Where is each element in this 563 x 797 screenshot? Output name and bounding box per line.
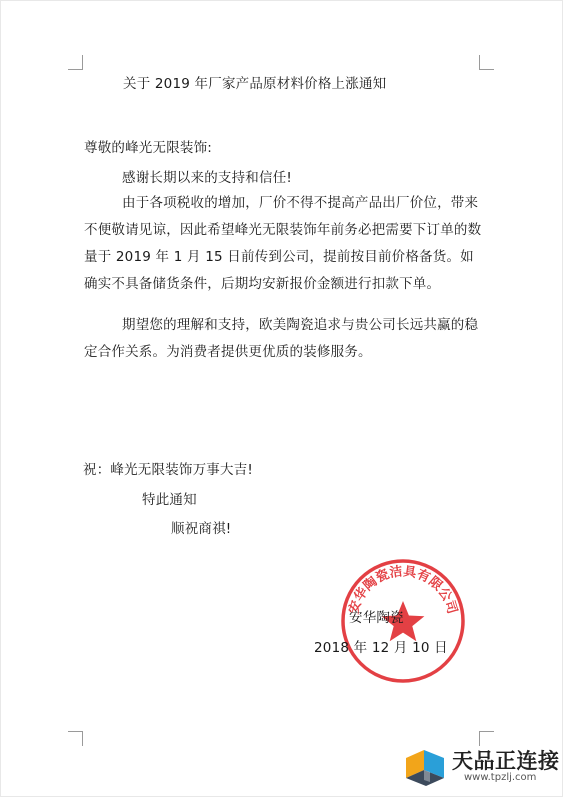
crop-mark-top-right [479, 55, 494, 70]
signature-date: 2018 年 12 月 10 日 [314, 640, 448, 656]
closing-wish: 祝：峰光无限装饰万事大吉! [83, 462, 254, 478]
closing-regards: 顺祝商祺! [171, 521, 232, 537]
document-title: 关于 2019 年厂家产品原材料价格上涨通知 [123, 76, 387, 92]
paragraph-cooperation: 期望您的理解和支持，欧美陶瓷追求与贵公司长远共赢的稳定合作关系。为消费者提供更优质的装修服务。 [84, 317, 479, 360]
closing-notice: 特此通知 [142, 492, 197, 508]
crop-mark-top-left [68, 55, 83, 70]
signature-company: 安华陶瓷 [349, 610, 404, 626]
cube-logo-icon [404, 744, 448, 788]
paragraph-price-notice: 由于各项税收的增加，厂价不得不提高产品出厂价位，带来不便敬请见谅，因此希望峰光无限装饰年前务必把需要下订单的数量于 2019 年 1 月 15 日前传到公司，提前按目前价格备货。如确实不具备储货条件，后期均安新报价金额进行扣款下单。 [84, 195, 482, 292]
watermark [404, 742, 560, 790]
seal-text: 安华陶瓷洁具有限公司 [346, 564, 460, 616]
greeting: 尊敬的峰光无限装饰: [84, 140, 213, 156]
crop-mark-bottom-left [68, 731, 83, 746]
watermark-url: www.tpzlj.com [464, 772, 537, 783]
paragraph-thanks: 感谢长期以来的支持和信任! [122, 170, 293, 186]
watermark-brand: 天品正连接 [452, 749, 560, 773]
